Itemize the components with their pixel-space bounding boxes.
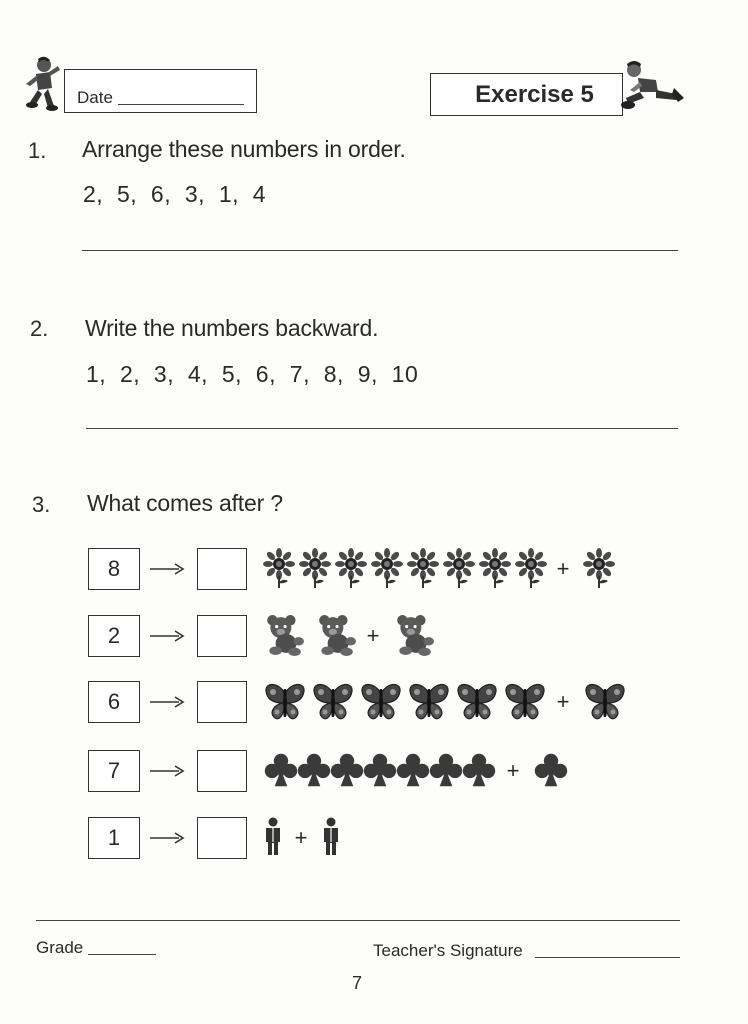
teacher-signature-line[interactable] <box>535 957 680 958</box>
grade-label: Grade <box>36 938 84 957</box>
sunflower-icon <box>443 548 475 588</box>
footer-divider <box>36 920 680 921</box>
question-2-answer-line[interactable] <box>86 428 678 429</box>
running-kid-left-icon <box>22 56 64 112</box>
club-icon <box>362 751 398 789</box>
question-3-text: What comes after ? <box>87 490 283 516</box>
given-number-box: 6 <box>88 681 140 723</box>
sunflower-icon <box>479 548 511 588</box>
question-2-number: 2. <box>30 316 49 341</box>
right-arrow-icon <box>149 562 185 576</box>
sunflower-icon <box>299 548 331 588</box>
sunflower-icon <box>335 548 367 588</box>
person-icon <box>263 817 283 857</box>
club-icon <box>428 751 464 789</box>
club-icon <box>329 751 365 789</box>
right-arrow-icon <box>149 831 185 845</box>
given-number-box: 2 <box>88 615 140 657</box>
right-arrow-icon <box>149 629 185 643</box>
question-3-number: 3. <box>32 492 51 517</box>
question-1-sequence: 2, 5, 6, 3, 1, 4 <box>83 181 267 207</box>
teddy-bear-icon <box>315 614 357 656</box>
club-icon <box>296 751 332 789</box>
right-arrow-icon <box>149 695 185 709</box>
answer-box[interactable] <box>197 817 247 859</box>
date-line[interactable] <box>118 104 244 105</box>
butterfly-icon <box>359 681 403 721</box>
plus-sign: + <box>556 689 570 714</box>
question-1-number: 1. <box>28 138 47 163</box>
date-label: Date <box>77 88 113 107</box>
teacher-signature-label: Teacher's Signature <box>373 941 523 960</box>
butterfly-icon <box>263 681 307 721</box>
question-2-sequence: 1, 2, 3, 4, 5, 6, 7, 8, 9, 10 <box>86 361 419 387</box>
sunflower-icon <box>371 548 403 588</box>
answer-box[interactable] <box>197 750 247 792</box>
page-number: 7 <box>352 973 363 993</box>
sunflower-icon <box>407 548 439 588</box>
sunflower-icon <box>515 548 547 588</box>
exercise-title: Exercise 5 <box>475 80 594 108</box>
butterfly-icon <box>583 681 627 721</box>
sunflower-icon <box>263 548 295 588</box>
butterfly-icon <box>455 681 499 721</box>
exercise-title-box <box>430 73 623 116</box>
butterfly-icon <box>407 681 451 721</box>
question-1-answer-line[interactable] <box>82 250 678 251</box>
club-icon <box>461 751 497 789</box>
plus-sign: + <box>294 825 308 850</box>
date-box <box>64 69 257 113</box>
club-icon <box>395 751 431 789</box>
plus-sign: + <box>556 556 570 581</box>
running-kid-right-icon <box>620 58 686 116</box>
sunflower-icon <box>583 548 615 588</box>
club-icon <box>533 751 569 789</box>
given-number-box: 8 <box>88 548 140 590</box>
club-icon <box>263 751 299 789</box>
plus-sign: + <box>506 758 520 783</box>
question-2-text: Write the numbers backward. <box>85 315 379 341</box>
question-1-text: Arrange these numbers in order. <box>82 136 406 162</box>
answer-box[interactable] <box>197 615 247 657</box>
butterfly-icon <box>311 681 355 721</box>
grade-line[interactable] <box>88 954 156 955</box>
butterfly-icon <box>503 681 547 721</box>
right-arrow-icon <box>149 764 185 778</box>
person-icon <box>321 817 341 857</box>
given-number-box: 1 <box>88 817 140 859</box>
plus-sign: + <box>366 623 380 648</box>
teddy-bear-icon <box>263 614 305 656</box>
answer-box[interactable] <box>197 548 247 590</box>
teddy-bear-icon <box>393 614 435 656</box>
given-number-box: 7 <box>88 750 140 792</box>
answer-box[interactable] <box>197 681 247 723</box>
